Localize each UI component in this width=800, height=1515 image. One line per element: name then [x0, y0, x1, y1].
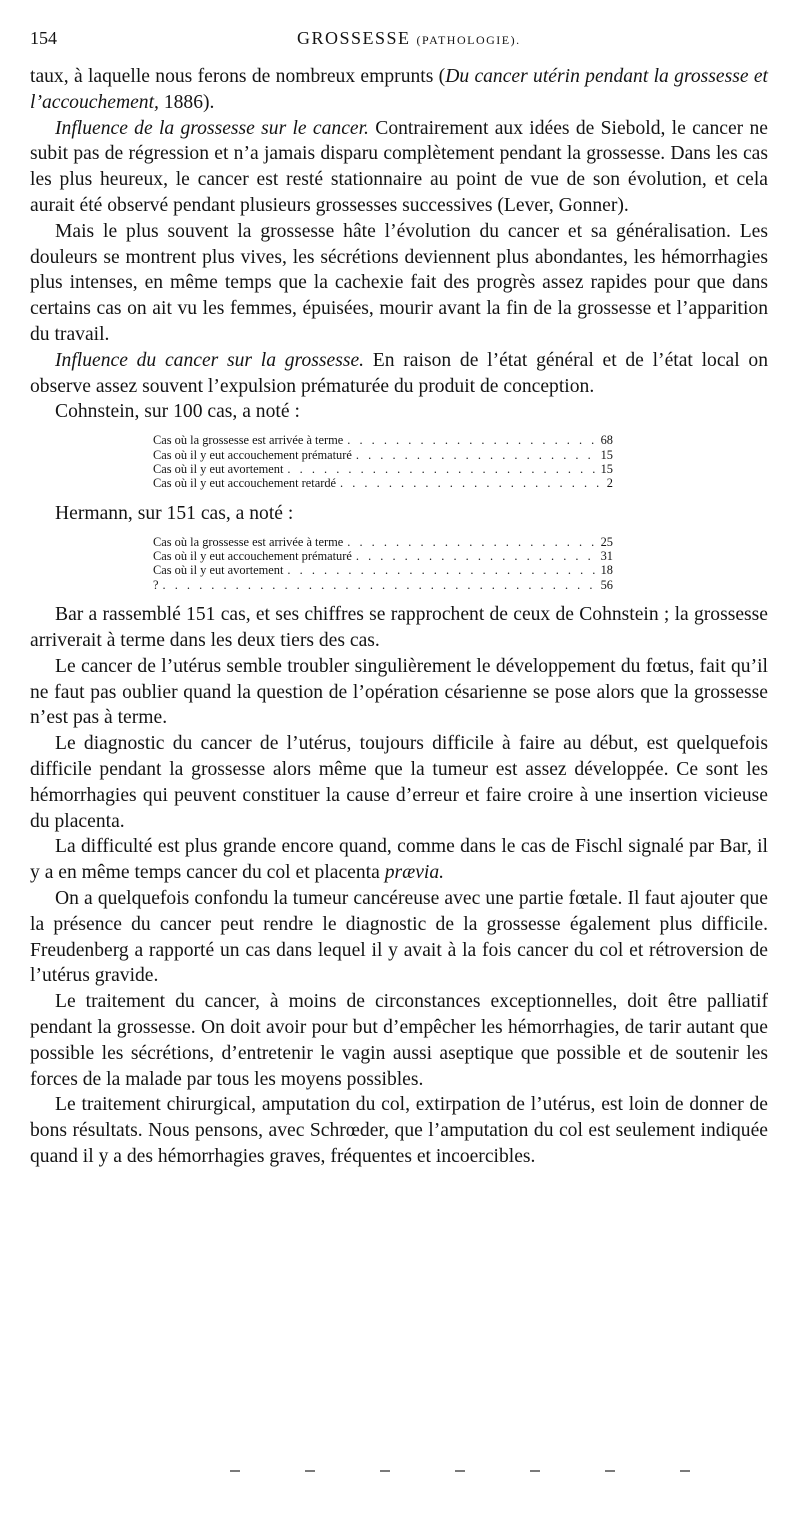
paragraph-influence-cancer: Influence du cancer sur la grossesse. En raison de l’état général et de l’état local on observe assez souvent l’expulsion prématurée du produit de conception. [30, 349, 768, 397]
page-number: 154 [30, 28, 57, 48]
section-heading-inline: Influence du cancer sur la grossesse. [55, 349, 365, 371]
running-title-main: GROSSESSE [297, 28, 411, 48]
table-row: Cas où la grossesse est arrivée à terme . . . 68 [153, 433, 613, 447]
paragraph-confusion: On a quelquefois confondu la tumeur cancéreuse avec une partie fœtale. Il faut ajouter que la présence du cancer peut rendre le diagnostic de la grossesse également plus difficile. Freudenberg a rapporté un cas dans lequel il y avait à la fois cancer du col et rétroversion de l’utérus gravide. [30, 887, 768, 987]
page-header [30, 28, 768, 64]
cohnstein-intro: Cohnstein, sur 100 cas, a noté : [55, 401, 300, 423]
table-row: Cas où la grossesse est arrivée à terme . . . 25 [153, 535, 613, 549]
table-row: Cas où il y eut avortement . . . 18 [153, 563, 613, 577]
latin-term: prævia. [384, 862, 445, 884]
hermann-intro: Hermann, sur 151 cas, a noté : [55, 502, 294, 524]
document-page [30, 28, 768, 1170]
body-text [30, 64, 768, 1170]
table-row: Cas où il y eut accouchement prématuré . . . 15 [153, 448, 613, 462]
paragraph-treatment: Le traitement du cancer, à moins de circonstances exceptionnelles, doit être palliatif pendant la grossesse. On doit avoir pour but d’empêcher les hémorrhagies, de tarir autant que possible les sécrétions, d’entretenir le vagin aussi aseptique que possible et de soutenir les forces de la malade par tous les moyens possibles. [30, 991, 768, 1090]
section-heading-inline: Influence de la grossesse sur le cancer. [55, 117, 369, 139]
table-row: Cas où il y eut avortement . . . 15 [153, 462, 613, 476]
paragraph-influence-pregnancy: Influence de la grossesse sur le cancer. Contrairement aux idées de Siebold, le cancer ne subit pas de régression et n’a jamais disparu complètement pendant la grossesse. Dans les cas les plus heureux, le cancer est resté stationnaire au point de vue de son évolution, et cela aurait été observé pendant plusieurs grossesses successives (Lever, Gonner). [30, 117, 768, 216]
table-row: Cas où il y eut accouchement retardé . . . 2 [153, 476, 613, 490]
paragraph-bar: Bar a rassemblé 151 cas, et ses chiffres se rapprochent de ceux de Cohnstein ; la grossesse arriverait à terme dans les deux tiers des cas. [30, 604, 768, 651]
paragraph-diagnostic: Le diagnostic du cancer de l’utérus, toujours difficile à faire au début, est quelquefois difficile pendant la grossesse alors même que la tumeur est assez développée. Ce sont les hémorrhagies qui peuvent constituer la cause d’erreur et faire croire à une insertion vicieuse du placenta. [30, 733, 768, 832]
paragraph-difficulty: La difficulté est plus grande encore quand, comme dans le cas de Fischl signalé par Bar, il y a en même temps cancer du col et placenta prævia. [30, 836, 768, 884]
table-row: ? . . . 56 [153, 578, 613, 592]
hermann-table [153, 535, 613, 593]
paragraph-surgery: Le traitement chirurgical, amputation du col, extirpation de l’utérus, est loin de donner de bons résultats. Nous pensons, avec Schrœder, que l’amputation du col est seulement indiquée quand il y a des hémorrhagies graves, fréquentes et incoercibles. [30, 1094, 768, 1167]
cohnstein-table [153, 433, 613, 491]
paragraph-continuation: taux, à laquelle nous ferons de nombreux emprunts (Du cancer utérin pendant la grossesse et l’accouchement, 1886). [30, 66, 768, 113]
paragraph-generalisation: Mais le plus souvent la grossesse hâte l’évolution du cancer et sa généralisation. Les douleurs se montrent plus vives, les sécrétions deviennent plus abondantes, les hémorrhagies plus intenses, en même temps que la cachexie fait des progrès assez rapides pour que dans certains cas on ait vu les femmes, épuisées, mourir avant la fin de la grossesse et l’apparition du travail. [30, 220, 768, 345]
table-row: Cas où il y eut accouchement prématuré . . . 31 [153, 549, 613, 563]
cited-title: Du cancer utérin pendant la grossesse et l’accouchement, [30, 66, 768, 113]
running-title [297, 28, 521, 49]
footer-print-marks [230, 1470, 690, 1474]
paragraph-foetus: Le cancer de l’utérus semble troubler singulièrement le développement du fœtus, fait qu’il ne faut pas oublier quand la question de l’opération césarienne se pose alors que la grossesse n’est pas à terme. [30, 655, 768, 729]
running-title-paren: (PATHOLOGIE). [416, 33, 521, 47]
